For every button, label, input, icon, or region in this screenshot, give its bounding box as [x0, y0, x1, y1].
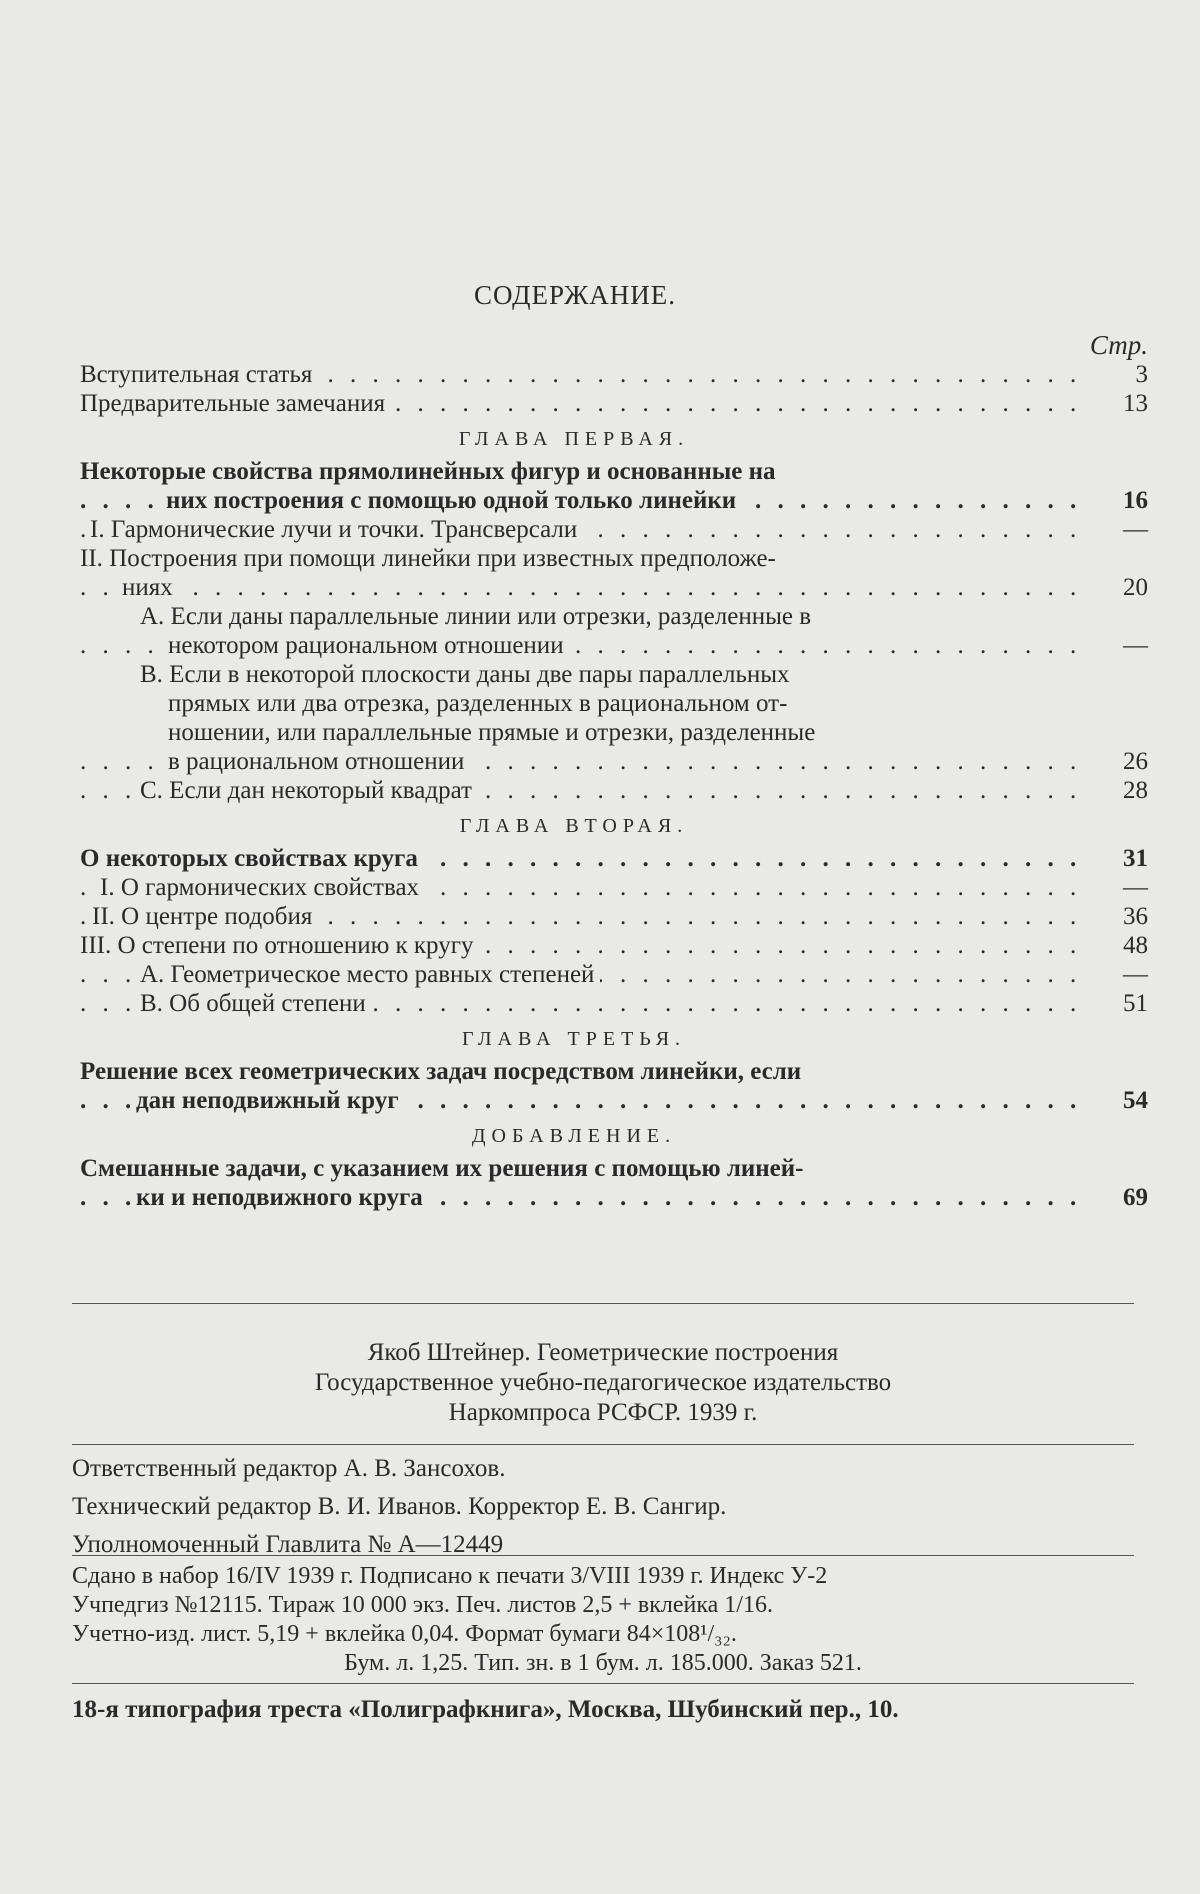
toc-entry-page: —: [1123, 961, 1148, 988]
print-detail-line: Учпедгиз №12115. Тираж 10 000 экз. Печ. листов 2,5 + вклейка 1/16.: [72, 1592, 773, 1618]
toc-entry-text: О некоторых свойствах круга: [80, 845, 424, 872]
toc-entry-text: ниях: [122, 574, 179, 601]
print-detail-line: Учетно-изд. лист. 5,19 + вклейка 0,04. Формат бумаги 84×108¹/₃₂.: [72, 1621, 737, 1647]
toc-entry-text: I. Гармонические лучи и точки. Трансверсали: [90, 516, 583, 543]
toc-entry-line: Некоторые свойства прямолинейных фигур и основанные на: [80, 458, 776, 485]
toc-entry-page: 51: [1123, 990, 1148, 1017]
divider: [72, 1303, 1134, 1304]
print-detail-line: Сдано в набор 16/IV 1939 г. Подписано к печати 3/VIII 1939 г. Индекс У-2: [72, 1563, 828, 1589]
toc-entry-page: 28: [1123, 777, 1148, 804]
toc-entry-page: 69: [1123, 1184, 1148, 1211]
toc-entry-ch1-b: [80, 747, 1148, 776]
toc-entry-ch2-main: [80, 844, 1148, 873]
toc-entry-ch1-c: [80, 776, 1148, 805]
toc-entry-page: —: [1123, 632, 1148, 659]
table-of-contents: [80, 330, 1148, 1212]
printer-line: 18-я типография треста «Полиграфкнига», Москва, Шубинский пер., 10.: [72, 1696, 899, 1723]
toc-entry-text: С. Если дан некоторый квадрат: [140, 777, 478, 804]
book-title-line: Якоб Штейнер. Геометрические построения: [367, 1339, 839, 1366]
toc-entry-ch3: [80, 1086, 1148, 1115]
glavlit-line: Уполномоченный Главлита № А—12449: [72, 1531, 504, 1558]
chapter-heading-2: ГЛАВА ВТОРАЯ.: [459, 815, 689, 837]
editor-line: Ответственный редактор А. В. Зансохов.: [72, 1455, 506, 1482]
toc-entry-ch2-i: [80, 873, 1148, 902]
toc-entry-ch1-a: [80, 631, 1148, 660]
chapter-heading-1: ГЛАВА ПЕРВАЯ.: [458, 428, 690, 450]
toc-entry-page: 31: [1123, 845, 1148, 872]
toc-entry-text: дан неподвижный круг: [136, 1087, 405, 1114]
toc-entry-line: ношении, или параллельные прямые и отрезки, разделенные: [168, 719, 816, 746]
toc-entry-text: I. О гармонических свойствах: [100, 874, 425, 901]
toc-entry-ch2-ii: [80, 902, 1148, 931]
toc-entry-text: II. О центре подобия: [92, 903, 318, 930]
toc-entry-appendix: [80, 1183, 1148, 1212]
toc-entry-page: —: [1123, 516, 1148, 543]
publisher-year-line: Наркомпроса РСФСР. 1939 г.: [448, 1399, 758, 1426]
toc-entry-ch2-iii: [80, 931, 1148, 960]
toc-entry-line: В. Если в некоторой плоскости даны две пары параллельных: [140, 661, 790, 688]
divider: [72, 1444, 1134, 1445]
toc-entry-ch1-i: [80, 515, 1148, 544]
toc-entry-ch1-main: [80, 486, 1148, 515]
toc-entry-ch1-ii: [80, 573, 1148, 602]
toc-entry-text: некотором рациональном отношении: [168, 632, 570, 659]
page-column-label: Стр.: [1089, 330, 1148, 360]
publisher-line: Государственное учебно-педагогическое издательство: [314, 1369, 892, 1396]
toc-entry-line: прямых или два отрезка, разделенных в рациональном от-: [168, 690, 788, 717]
toc-entry-text: ки и неподвижного круга: [136, 1184, 429, 1211]
toc-entry-ch2-a: [80, 960, 1148, 989]
toc-entry-ch2-b: [80, 989, 1148, 1018]
editors-block: [72, 1450, 1134, 1564]
toc-entry-text: III. О степени по отношению к кругу: [80, 932, 479, 959]
toc-entry-line: II. Построения при помощи линейки при известных предположе-: [80, 545, 776, 572]
toc-entry-line: А. Если даны параллельные линии или отрезки, разделенные в: [140, 603, 812, 630]
book-imprint-block: [72, 1338, 1134, 1428]
toc-entry-page: 16: [1123, 487, 1148, 514]
toc-entry-text: них построения с помощью одной только линейки: [166, 487, 742, 514]
toc-entry-page: —: [1123, 874, 1148, 901]
toc-entry-text: А. Геометрическое место равных степеней: [140, 961, 600, 988]
print-details-block: [72, 1562, 1134, 1678]
toc-entry-page: 13: [1123, 390, 1148, 417]
divider: [72, 1683, 1134, 1684]
toc-title: СОДЕРЖАНИЕ.: [473, 280, 677, 310]
toc-entry-page: 48: [1123, 932, 1148, 959]
toc-entry-text: в рациональном отношении: [168, 748, 470, 775]
toc-entry-page: 3: [1135, 361, 1148, 388]
toc-entry-page: 26: [1123, 748, 1148, 775]
toc-entry-intro: [80, 360, 1148, 389]
toc-entry-page: 20: [1123, 574, 1148, 601]
chapter-heading-3: ГЛАВА ТРЕТЬЯ.: [461, 1028, 687, 1050]
toc-entry-text: В. Об общей степени: [140, 990, 372, 1017]
divider: [72, 1555, 1134, 1556]
appendix-heading: ДОБАВЛЕНИЕ.: [471, 1125, 677, 1147]
tech-editor-line: Технический редактор В. И. Иванов. Корректор Е. В. Сангир.: [72, 1493, 727, 1520]
toc-entry-line: Смешанные задачи, с указанием их решения с помощью линей-: [80, 1155, 804, 1182]
toc-entry-page: 36: [1123, 903, 1148, 930]
toc-entry-prelim: [80, 389, 1148, 418]
toc-entry-page: 54: [1123, 1087, 1148, 1114]
toc-entry-line: Решение всех геометрических задач посредством линейки, если: [80, 1058, 802, 1085]
toc-entry-text: Вступительная статья: [80, 361, 318, 388]
print-detail-line: Бум. л. 1,25. Тип. зн. в 1 бум. л. 185.000. Заказ 521.: [344, 1650, 862, 1676]
toc-entry-text: Предварительные замечания: [80, 390, 391, 417]
